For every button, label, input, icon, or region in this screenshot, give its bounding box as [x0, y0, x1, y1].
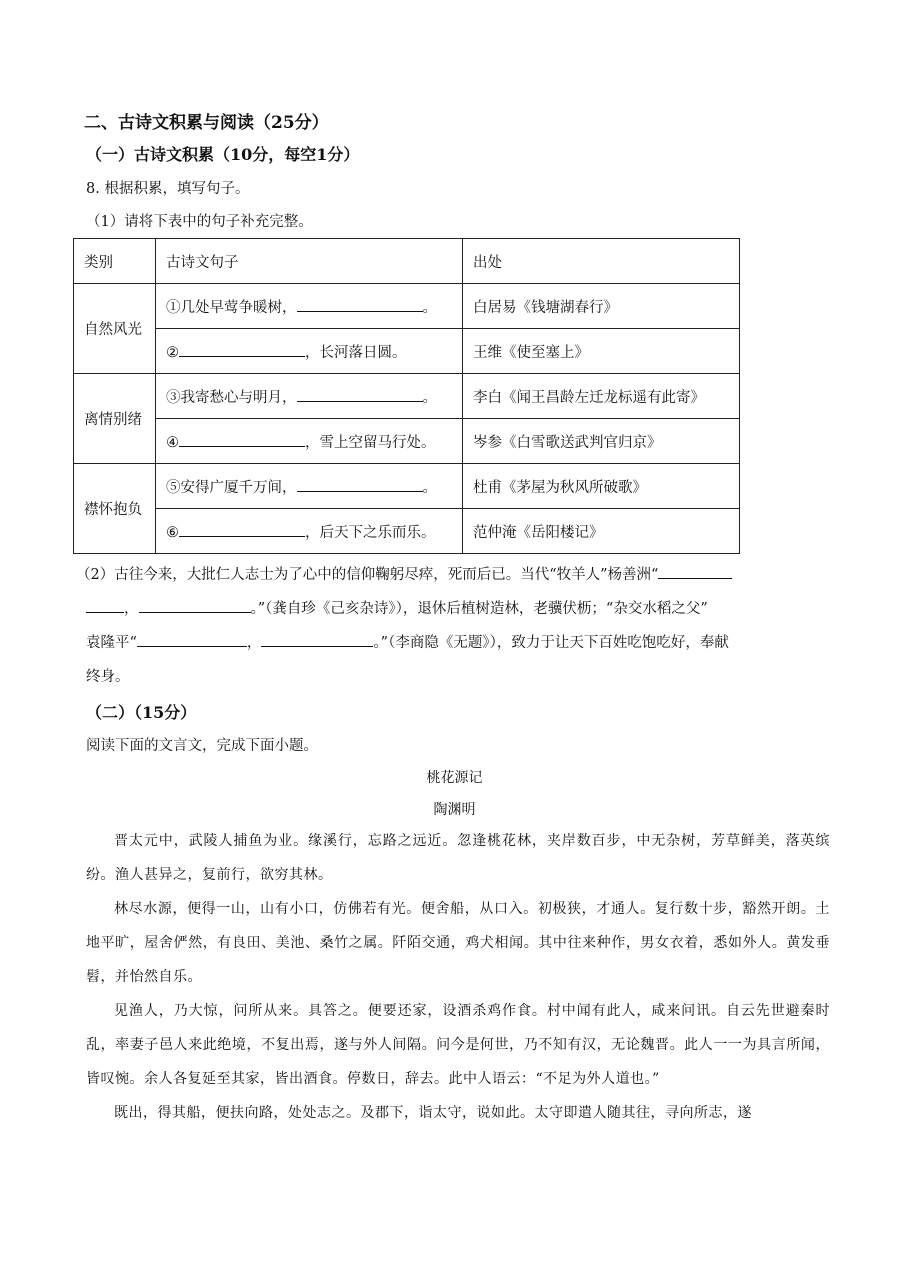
header-source: 出处	[463, 239, 740, 284]
answer-blank[interactable]	[297, 387, 423, 402]
sentence-text: ④	[166, 434, 179, 451]
table-row	[74, 509, 740, 554]
question-text: 。”（李商隐《无题》），致力于让天下百姓吃饱吃好，奉献	[373, 635, 729, 651]
sentence-cell	[156, 419, 463, 464]
sentence-text: ⑥	[166, 524, 179, 541]
sentence-cell	[156, 509, 463, 554]
answer-blank[interactable]	[658, 564, 732, 579]
category-cell: 自然风光	[74, 284, 156, 374]
source-cell: 王维《使至塞上》	[463, 329, 740, 374]
table-row	[74, 374, 740, 419]
answer-blank[interactable]	[86, 598, 124, 613]
table-header-row	[74, 239, 740, 284]
answer-blank[interactable]	[179, 432, 305, 447]
table-row	[74, 329, 740, 374]
question-text: 终身。	[86, 669, 130, 685]
sentence-text: 。	[422, 389, 437, 406]
sentence-text: 。	[422, 299, 437, 316]
article-author: 陶渊明	[433, 802, 476, 818]
header-category: 类别	[74, 239, 156, 284]
answer-blank[interactable]	[179, 522, 305, 537]
question-8-part-2	[76, 558, 826, 694]
article-title: 桃花源记	[426, 770, 483, 786]
sentence-text: ⑤安得广厦千万间，	[166, 479, 297, 496]
sentence-text: ③我寄愁心与明月，	[166, 389, 297, 406]
sentence-text: ，雪上空留马行处。	[305, 434, 436, 451]
header-sentence: 古诗文句子	[156, 239, 463, 284]
article-paragraph: 既出，得其船，便扶向路，处处志之。及郡下，诣太守，说如此。太守即遣人随其往，寻向所志，遂	[114, 1105, 752, 1121]
answer-blank[interactable]	[139, 598, 251, 613]
table-row	[74, 284, 740, 329]
sentence-text: 。	[422, 479, 437, 496]
sentence-text: ，长河落日圆。	[305, 344, 407, 361]
sentence-text: ，后天下之乐而乐。	[305, 524, 436, 541]
table-row	[74, 419, 740, 464]
source-cell: 白居易《钱塘湖春行》	[463, 284, 740, 329]
subsection-title-2: （二）（15分）	[86, 703, 197, 722]
answer-blank[interactable]	[297, 477, 423, 492]
fill-in-table	[73, 238, 740, 554]
subsection-title-1: （一）古诗文积累（10分，每空1分）	[86, 145, 360, 164]
sentence-cell	[156, 464, 463, 509]
answer-blank[interactable]	[137, 632, 247, 647]
category-cell: 离情别绪	[74, 374, 156, 464]
section-title: 二、古诗文积累与阅读（25分）	[84, 113, 329, 133]
source-cell: 杜甫《茅屋为秋风所破歌》	[463, 464, 740, 509]
question-text: ，	[246, 635, 262, 651]
question-text: 。”（龚自珍《己亥杂诗》），退休后植树造林，老骥伏枥；“杂交水稻之父”	[250, 601, 708, 617]
table-row	[74, 464, 740, 509]
question-text: 袁隆平“	[86, 635, 137, 651]
reading-intro: 阅读下面的文言文，完成下面小题。	[86, 738, 318, 754]
sentence-cell	[156, 329, 463, 374]
article-body	[86, 824, 830, 1130]
source-cell: 岑参《白雪歌送武判官归京》	[463, 419, 740, 464]
article-paragraph: 见渔人，乃大惊，问所从来。具答之。便要还家，设酒杀鸡作食。村中闻有此人，咸来问讯。自云先世避秦时乱，率妻子邑人来此绝境，不复出焉，遂与外人间隔。问今是何世，乃不知有汉，无论魏晋。此人一一为具言所闻，皆叹惋。余人各复延至其家，皆出酒食。停数日，辞去。此中人语云：“不足为外人道也。”	[86, 1003, 830, 1087]
answer-blank[interactable]	[297, 297, 423, 312]
question-text: ，	[124, 601, 139, 617]
question-text: （2）古往今来，大批仁人志士为了心中的信仰鞠躬尽瘁，死而后已。当代“牧羊人”杨善洲“	[76, 567, 659, 583]
article-paragraph: 林尽水源，便得一山，山有小口，仿佛若有光。便舍船，从口入。初极狭，才通人。复行数十步，豁然开朗。土地平旷，屋舍俨然，有良田、美池、桑竹之属。阡陌交通，鸡犬相闻。其中往来种作，男女衣着，悉如外人。黄发垂髫，并怡然自乐。	[86, 901, 830, 985]
source-cell: 范仲淹《岳阳楼记》	[463, 509, 740, 554]
answer-blank[interactable]	[179, 342, 305, 357]
sentence-text: ①几处早莺争暖树，	[166, 299, 297, 316]
category-cell: 襟怀抱负	[74, 464, 156, 554]
question-8: 8. 根据积累，填写句子。	[86, 181, 250, 197]
answer-blank[interactable]	[261, 632, 373, 647]
question-8-part-1: （1）请将下表中的句子补充完整。	[86, 214, 313, 230]
sentence-cell	[156, 284, 463, 329]
article-paragraph: 晋太元中，武陵人捕鱼为业。缘溪行，忘路之远近。忽逢桃花林，夹岸数百步，中无杂树，芳草鲜美，落英缤纷。渔人甚异之，复前行，欲穷其林。	[86, 833, 830, 883]
source-cell: 李白《闻王昌龄左迁龙标遥有此寄》	[463, 374, 740, 419]
sentence-cell	[156, 374, 463, 419]
sentence-text: ②	[166, 344, 179, 361]
